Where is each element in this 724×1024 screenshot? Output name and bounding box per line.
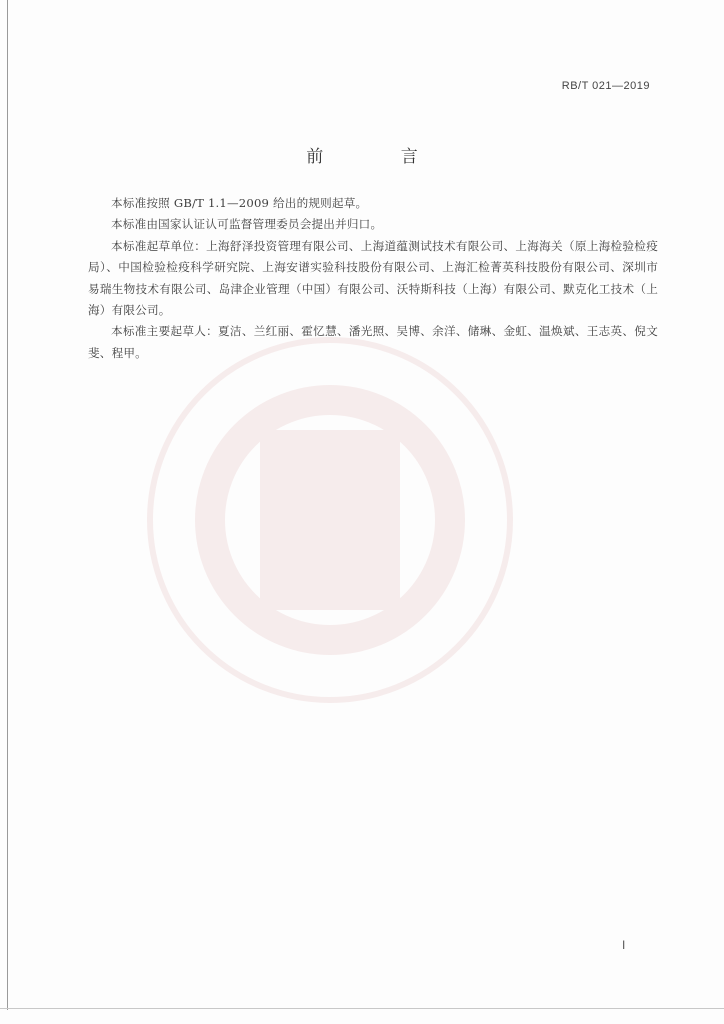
- watermark-seal-icon: [140, 330, 520, 710]
- paragraph-drafters: 本标准主要起草人：夏洁、兰红丽、霍忆慧、潘光照、吴博、余洋、储琳、金虹、温焕斌、王志英、倪文斐、程甲。: [88, 324, 658, 360]
- foreword-body: [88, 193, 658, 364]
- page-number: I: [622, 938, 626, 952]
- document-code: RB/T 021—2019: [561, 80, 650, 92]
- paragraph-drafting-rules: 本标准按照 GB/T 1.1—2009 给出的规则起草。: [111, 196, 368, 210]
- page-bottom-border: [0, 1008, 724, 1009]
- paragraph-proposer: 本标准由国家认证认可监督管理委员会提出并归口。: [111, 217, 383, 232]
- page-title: 前 言: [306, 147, 454, 167]
- paragraph-drafting-units: 本标准起草单位：上海舒泽投资管理有限公司、上海道蕴测试技术有限公司、上海海关（原上海检验检疫局）、中国检验检疫科学研究院、上海安谱实验科技股份有限公司、上海汇检菁英科技股份有限公司、深圳市易瑞生物技术有限公司、岛津企业管理（中国）有限公司、沃特斯科技（上海）有限公司、默克化工技术（上海）有限公司。: [88, 238, 658, 318]
